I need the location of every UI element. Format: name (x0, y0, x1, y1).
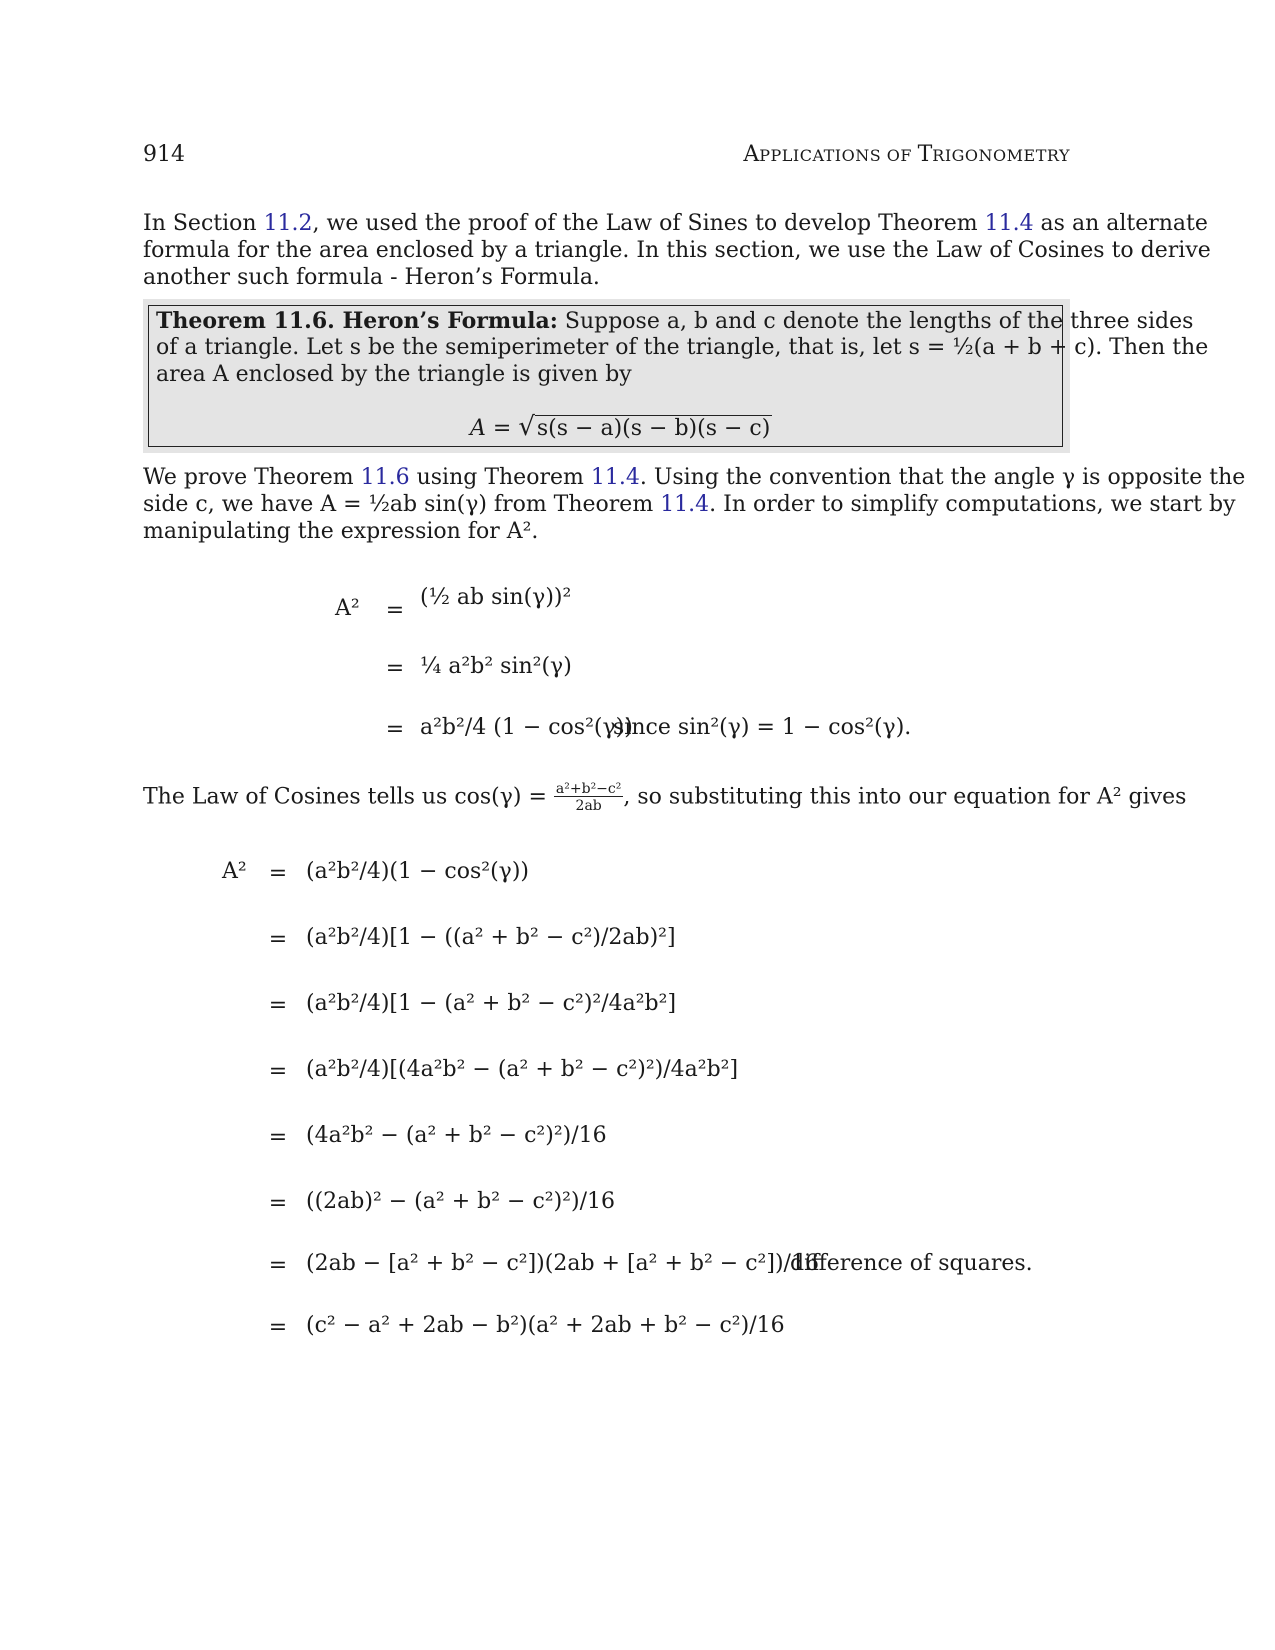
theorem-label: Theorem 11.6. Heron’s Formula: (156, 308, 558, 334)
theorem-11-6-link[interactable]: 11.6 (360, 465, 410, 490)
law-of-cosines-line: The Law of Cosines tells us cos(γ) = $\frac{\text{a²+b²−c²}}{2ab}$ , so substituting this into our equation for A² gives (143, 781, 1187, 814)
derivation2-step-3: (a²b²/4)[1 − (a² + b² − c²)²/4a²b²] (306, 991, 677, 1016)
theorem-11-4-link[interactable]: 11.4 (590, 465, 640, 490)
derivation2-step-8: (c² − a² + 2ab − b²)(a² + 2ab + b² − c²)/16 (306, 1313, 785, 1338)
derivation2-step-6: ((2ab)² − (a² + b² − c²)²)/16 (306, 1189, 615, 1214)
intro-line-1: In Section 11.2, we used the proof of the Law of Sines to develop Theorem 11.4 as an alternate (143, 211, 1208, 236)
derivation2-eq-7: = (268, 1253, 288, 1278)
derivation2-lhs: A² (222, 859, 247, 884)
derivation1-step-1: (½ ab sin(γ))² (420, 585, 572, 610)
derivation1-lhs: A² (335, 596, 360, 621)
derivation2-eq-3: = (268, 993, 288, 1018)
proof-line-3: manipulating the expression for A². (143, 519, 539, 544)
derivation2-eq-2: = (268, 927, 288, 952)
derivation2-eq-6: = (268, 1191, 288, 1216)
running-title-rest-a: PPLICATIONS OF (759, 146, 918, 165)
cosine-fraction: $\frac{\text{a²+b²−c²}}{2ab}$ (555, 781, 622, 814)
derivation2-step-7: (2ab − [a² + b² − c²])(2ab + [a² + b² − c²])/16 (306, 1251, 819, 1276)
derivation2-eq-5: = (268, 1125, 288, 1150)
intro-line-3: another such formula - Heron’s Formula. (143, 265, 600, 290)
derivation1-note: since sin²(γ) = 1 − cos²(γ). (613, 715, 912, 740)
derivation1-eq-2: = (385, 656, 405, 681)
theorem-line-3: area A enclosed by the triangle is given by (156, 362, 632, 387)
proof-line-2: side c, we have A = ½ab sin(γ) from Theorem 11.4. In order to simplify computations, we start by (143, 492, 1236, 517)
derivation2-step-2: (a²b²/4)[1 − ((a² + b² − c²)/2ab)²] (306, 925, 676, 950)
theorem-11-4-link[interactable]: 11.4 (660, 492, 710, 517)
derivation2-eq-4: = (268, 1059, 288, 1084)
intro-line-2: formula for the area enclosed by a triangle. In this section, we use the Law of Cosines to derive (143, 238, 1211, 263)
difference-of-squares-note: difference of squares. (790, 1251, 1033, 1276)
running-title (743, 141, 1070, 170)
section-link[interactable]: 11.2 (263, 211, 313, 236)
running-title-cap-t: T (917, 142, 933, 167)
heron-formula: A = √s(s − a)(s − b)(s − c) (470, 412, 771, 442)
derivation1-step-2: ¼ a²b² sin²(γ) (420, 654, 572, 679)
theorem-line-2: of a triangle. Let s be the semiperimeter of the triangle, that is, let s = ½(a + b + c). Then the (156, 335, 1209, 360)
heron-radicand: s(s − a)(s − b)(s − c) (536, 416, 771, 441)
running-title-rest-t: RIGONOMETRY (932, 146, 1070, 165)
derivation2-step-5: (4a²b² − (a² + b² − c²)²)/16 (306, 1123, 607, 1148)
derivation2-step-4: (a²b²/4)[(4a²b² − (a² + b² − c²)²)/4a²b²] (306, 1057, 739, 1082)
running-title-cap-a: A (743, 142, 760, 167)
theorem-11-4-link[interactable]: 11.4 (984, 211, 1034, 236)
derivation2-eq-1: = (268, 861, 288, 886)
derivation1-eq-3: = (385, 717, 405, 742)
derivation1-eq-1: = (385, 598, 405, 623)
theorem-line-1: Theorem 11.6. Heron’s Formula: Suppose a, b and c denote the lengths of the three sides (156, 308, 1194, 334)
derivation2-step-1: (a²b²/4)(1 − cos²(γ)) (306, 859, 529, 884)
proof-line-1: We prove Theorem 11.6 using Theorem 11.4. Using the convention that the angle γ is opposite the (143, 465, 1246, 490)
derivation2-eq-8: = (268, 1315, 288, 1340)
page-number: 914 (143, 142, 185, 167)
derivation1-step-3: a²b²/4 (1 − cos²(γ)) (420, 715, 633, 740)
